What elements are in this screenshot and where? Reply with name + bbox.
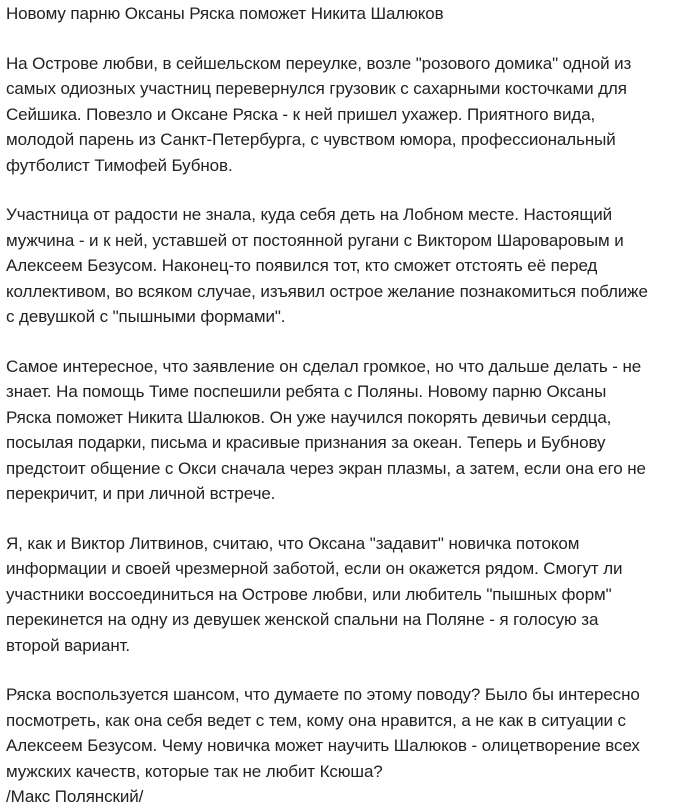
- text-line: второй вариант.: [6, 635, 131, 655]
- text-line: коллективом, во всяком случае, изъявил острое желание познакомиться поближе: [6, 281, 648, 301]
- text-line: посмотреть, как она себя ведет с тем, кому она нравится, а не как в ситуации с: [6, 710, 626, 730]
- text-line: Алексеем Безусом. Наконец-то появился тот, кто сможет отстоять её перед: [6, 256, 598, 275]
- text-line: Ряска воспользуется шансом, что думаете по этому поводу? Было бы интересно: [6, 685, 640, 704]
- article: [6, 0, 691, 810]
- text-line: перекричит, и при личной встрече.: [6, 484, 276, 503]
- text-line: участники воссоединиться на Острове любви, или любитель "пышных форм": [6, 584, 612, 604]
- text-line: информации и своей чрезмерной заботой, если он окажется рядом. Смогут ли: [6, 559, 623, 578]
- text-line: посылая подарки, письма и красивые признания за океан. Теперь и Бубнову: [6, 433, 606, 452]
- text-line: знает. На помощь Тиме поспешили ребята с Поляны. Новому парню Оксаны: [6, 382, 607, 401]
- text-line: Я, как и Виктор Литвинов, считаю, что Оксана "задавит" новичка потоком: [6, 533, 580, 553]
- paragraph-1: [6, 51, 691, 179]
- spacer: [6, 330, 691, 354]
- text-line: футболист Тимофей Бубнов.: [6, 155, 233, 175]
- text-line: Участница от радости не знала, куда себя деть на Лобном месте. Настоящий: [6, 205, 613, 224]
- paragraph-3: [6, 354, 691, 507]
- text-line: Сейшика. Повезло и Оксане Ряска - к ней пришел ухажер. Приятного вида,: [6, 104, 596, 124]
- text-line: молодой парень из Санкт-Петербурга, с чувством юмора, профессиональный: [6, 130, 616, 149]
- text-line: предстоит общение с Окси сначала через экран плазмы, а затем, если она его не: [6, 458, 646, 478]
- author-signature: /Макс Полянский/: [6, 787, 144, 806]
- text-line: Ряска поможет Никита Шалюков. Он уже научился покорять девичьи сердца,: [6, 407, 612, 427]
- text-line: мужчина - и к ней, уставшей от постоянной ругани с Виктором Шароваровым и: [6, 230, 624, 250]
- spacer: [6, 27, 691, 51]
- text-line: Алексеем Безусом. Чему новичка может научить Шалюков - олицетворение всех: [6, 736, 640, 755]
- text-line: На Острове любви, в сейшельском переулке, возле "розового домика" одной из: [6, 53, 632, 73]
- spacer: [6, 507, 691, 531]
- article-title: Новому парню Оксаны Ряска поможет Никита Шалюков: [6, 4, 444, 23]
- text-line: самых одиозных участниц перевернулся грузовик с сахарными косточками для: [6, 79, 627, 98]
- paragraph-5: [6, 682, 691, 810]
- text-line: перекинется на одну из девушек женской спальни на Поляне - я голосую за: [6, 610, 599, 629]
- text-line: мужских качеств, которые так не любит Ксюша?: [6, 761, 383, 781]
- paragraph-2: [6, 202, 691, 330]
- spacer: [6, 178, 691, 202]
- spacer: [6, 658, 691, 682]
- paragraph-4: [6, 531, 691, 659]
- text-line: Самое интересное, что заявление он сделал громкое, но что дальше делать - не: [6, 356, 642, 376]
- text-line: с девушкой с "пышными формами".: [6, 307, 286, 326]
